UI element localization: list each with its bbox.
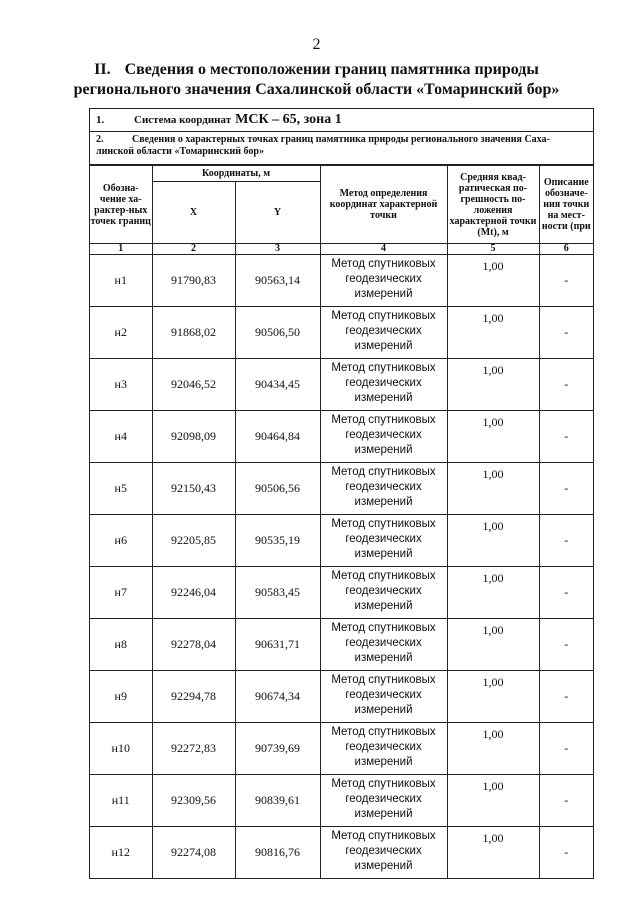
table-row: [90, 255, 593, 307]
characteristic-points-text-2: линской области «Томаринский бор»: [96, 146, 264, 157]
method-cell: Метод спутниковых геодезических измерений: [320, 359, 447, 411]
description-cell: -: [539, 775, 593, 827]
x-coordinate-cell: 92294,78: [152, 671, 235, 723]
table-row: [90, 671, 593, 723]
method-cell: Метод спутниковых геодезических измерений: [320, 411, 447, 463]
error-cell: 1,00: [447, 411, 539, 463]
column-number: 3: [235, 244, 320, 255]
y-coordinate-cell: 90506,56: [235, 463, 320, 515]
x-coordinate-cell: 91868,02: [152, 307, 235, 359]
x-coordinate-cell: 92278,04: [152, 619, 235, 671]
page-number: 2: [312, 36, 321, 53]
method-cell: Метод спутниковых геодезических измерений: [320, 255, 447, 307]
y-coordinate-cell: 90434,45: [235, 359, 320, 411]
method-cell: Метод спутниковых геодезических измерений: [320, 775, 447, 827]
error-cell: 1,00: [447, 567, 539, 619]
description-cell: -: [539, 255, 593, 307]
x-coordinate-cell: 92205,85: [152, 515, 235, 567]
method-cell: Метод спутниковых геодезических измерений: [320, 567, 447, 619]
header-description: Описание обозначе-ния точки на мест-ности (при: [539, 166, 593, 244]
description-cell: -: [539, 515, 593, 567]
point-id-cell: н3: [90, 359, 152, 411]
point-id-cell: н11: [90, 775, 152, 827]
error-cell: 1,00: [447, 723, 539, 775]
title-line-2: регионального значения Сахалинской области «Томаринский бор»: [73, 81, 560, 98]
x-coordinate-cell: 92246,04: [152, 567, 235, 619]
document-title: [60, 60, 573, 100]
column-number: 1: [90, 244, 152, 255]
title-line-1: [60, 60, 573, 80]
x-coordinate-cell: 92272,83: [152, 723, 235, 775]
method-cell: Метод спутниковых геодезических измерений: [320, 723, 447, 775]
characteristic-points-row: [90, 132, 593, 165]
point-id-cell: н1: [90, 255, 152, 307]
coordinate-system-number: 1.: [96, 114, 105, 126]
point-id-cell: н7: [90, 567, 152, 619]
description-cell: -: [539, 619, 593, 671]
y-coordinate-cell: 90739,69: [235, 723, 320, 775]
coordinate-system-label: Система координат: [134, 114, 232, 126]
description-cell: -: [539, 827, 593, 879]
error-cell: 1,00: [447, 671, 539, 723]
coordinate-system-row: [90, 109, 593, 132]
y-coordinate-cell: 90674,34: [235, 671, 320, 723]
method-cell: Метод спутниковых геодезических измерений: [320, 463, 447, 515]
table-row: [90, 411, 593, 463]
point-id-cell: н12: [90, 827, 152, 879]
x-coordinate-cell: 92046,52: [152, 359, 235, 411]
error-cell: 1,00: [447, 775, 539, 827]
point-id-cell: н8: [90, 619, 152, 671]
error-cell: 1,00: [447, 827, 539, 879]
point-id-cell: н9: [90, 671, 152, 723]
description-cell: -: [539, 307, 593, 359]
error-cell: 1,00: [447, 359, 539, 411]
x-coordinate-cell: 92098,09: [152, 411, 235, 463]
header-method: Метод определения координат характерной точки: [320, 166, 447, 244]
header-error: Средняя квад-ратическая по-грешность по-ложения характерной точки (Mt), м: [447, 166, 539, 244]
method-cell: Метод спутниковых геодезических измерений: [320, 619, 447, 671]
y-coordinate-cell: 90816,76: [235, 827, 320, 879]
y-coordinate-cell: 90563,14: [235, 255, 320, 307]
header-designation: Обозна-чение ха-рактер-ных точек границ: [90, 166, 152, 244]
error-cell: 1,00: [447, 255, 539, 307]
x-coordinate-cell: 92309,56: [152, 775, 235, 827]
point-id-cell: н4: [90, 411, 152, 463]
header-x: X: [152, 182, 235, 244]
method-cell: Метод спутниковых геодезических измерений: [320, 515, 447, 567]
section-numeral: II.: [94, 61, 111, 78]
method-cell: Метод спутниковых геодезических измерений: [320, 307, 447, 359]
description-cell: -: [539, 411, 593, 463]
points-table: [90, 165, 593, 878]
column-number: 6: [539, 244, 593, 255]
column-number-row: [90, 244, 593, 255]
description-cell: -: [539, 671, 593, 723]
error-cell: 1,00: [447, 307, 539, 359]
point-id-cell: н10: [90, 723, 152, 775]
description-cell: -: [539, 359, 593, 411]
table-row: [90, 827, 593, 879]
point-id-cell: н5: [90, 463, 152, 515]
point-id-cell: н2: [90, 307, 152, 359]
table-row: [90, 515, 593, 567]
error-cell: 1,00: [447, 515, 539, 567]
description-cell: -: [539, 567, 593, 619]
coordinate-system-value: МСК – 65, зона 1: [235, 112, 342, 127]
description-cell: -: [539, 723, 593, 775]
column-number: 2: [152, 244, 235, 255]
title-line-1-text: Сведения о местоположении границ памятника природы: [124, 61, 539, 78]
method-cell: Метод спутниковых геодезических измерений: [320, 827, 447, 879]
column-number: 5: [447, 244, 539, 255]
description-cell: -: [539, 463, 593, 515]
error-cell: 1,00: [447, 463, 539, 515]
x-coordinate-cell: 92274,08: [152, 827, 235, 879]
y-coordinate-cell: 90839,61: [235, 775, 320, 827]
column-number: 4: [320, 244, 447, 255]
y-coordinate-cell: 90583,45: [235, 567, 320, 619]
header-y: Y: [235, 182, 320, 244]
y-coordinate-cell: 90535,19: [235, 515, 320, 567]
error-cell: 1,00: [447, 619, 539, 671]
characteristic-points-text-1: Сведения о характерных точках границ памятника природы регионального значения Саха-: [132, 134, 550, 145]
table-row: [90, 567, 593, 619]
y-coordinate-cell: 90464,84: [235, 411, 320, 463]
y-coordinate-cell: 90506,50: [235, 307, 320, 359]
header-coordinates: Координаты, м: [152, 166, 320, 182]
x-coordinate-cell: 92150,43: [152, 463, 235, 515]
table-row: [90, 307, 593, 359]
table-row: [90, 775, 593, 827]
y-coordinate-cell: 90631,71: [235, 619, 320, 671]
table-row: [90, 723, 593, 775]
table-row: [90, 463, 593, 515]
characteristic-points-number: 2.: [96, 134, 104, 145]
table-row: [90, 359, 593, 411]
table-row: [90, 619, 593, 671]
x-coordinate-cell: 91790,83: [152, 255, 235, 307]
boundary-table: [89, 108, 594, 879]
method-cell: Метод спутниковых геодезических измерений: [320, 671, 447, 723]
point-id-cell: н6: [90, 515, 152, 567]
